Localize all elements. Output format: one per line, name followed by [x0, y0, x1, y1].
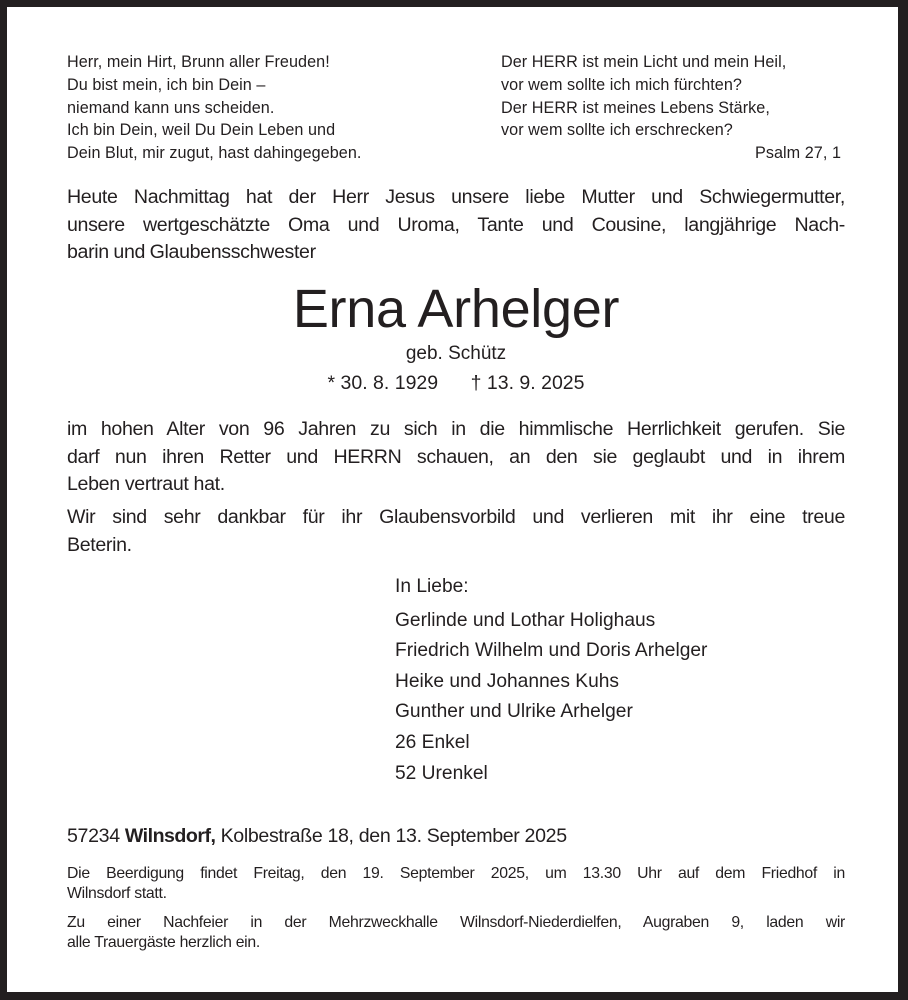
body-line: Leben vertraut hat. — [67, 473, 225, 495]
body-line: Beterin. — [67, 533, 132, 556]
body-line: darf nun ihren Retter und HERRN schauen, an den sie geglaubt und in ihrem — [67, 445, 845, 468]
town: Wilnsdorf, — [124, 825, 216, 847]
reception-note — [67, 913, 845, 953]
verse-left-line: Herr, mein Hirt, Brunn aller Freuden! — [67, 53, 330, 71]
verse-right-line: Der HERR ist meines Lebens Stärke, — [501, 98, 770, 117]
verse-reference: Psalm 27, 1 — [754, 144, 841, 163]
maiden-name: geb. Schütz — [405, 343, 507, 364]
death-date: † 13. 9. 2025 — [470, 372, 585, 394]
verse-left-line: Dein Blut, mir zugut, hast dahingegeben. — [67, 144, 362, 163]
body-line: im hohen Alter von 96 Jahren zu sich in die himmlische Herrlichkeit gerufen. Sie — [67, 418, 845, 440]
intro-line: barin und Glaubensschwester — [67, 241, 316, 264]
address-and-date: Kolbestraße 18, den 13. September 2025 — [220, 825, 567, 847]
postal-code: 57234 — [67, 825, 120, 847]
verse-right-line: Der HERR ist mein Licht und mein Heil, — [501, 53, 787, 71]
verse-right-line: vor wem sollte ich mich fürchten? — [501, 75, 742, 94]
body-paragraph-1 — [67, 416, 845, 499]
family-heading: In Liebe: — [395, 576, 469, 597]
intro-line: unsere wertgeschätzte Oma und Uroma, Tante und Cousine, langjährige Nach- — [67, 213, 845, 236]
family-member: Gerlinde und Lothar Holighaus — [395, 609, 656, 631]
note-line: Zu einer Nachfeier in der Mehrzweckhalle Wilnsdorf-Niederdielfen, Augraben 9, laden wir — [67, 914, 845, 931]
note-line: Die Beerdigung findet Freitag, den 19. September 2025, um 13.30 Uhr auf dem Friedhof in — [67, 865, 845, 882]
family-member: Friedrich Wilhelm und Doris Arhelger — [395, 640, 708, 662]
family-member: Heike und Johannes Kuhs — [395, 670, 620, 692]
deceased-name: Erna Arhelger — [292, 279, 620, 339]
body-paragraph-2 — [67, 504, 845, 559]
obituary-frame — [7, 7, 898, 992]
life-dates — [7, 370, 905, 396]
verse-left-line: Ich bin Dein, weil Du Dein Leben und — [67, 121, 336, 140]
verse-right-line: vor wem sollte ich erschrecken? — [501, 121, 733, 140]
family-member: 52 Urenkel — [395, 762, 488, 784]
verse-right — [501, 51, 841, 165]
verse-left-line: niemand kann uns scheiden. — [67, 98, 275, 117]
place-and-date — [67, 823, 567, 849]
intro-paragraph — [67, 184, 845, 267]
birth-date: * 30. 8. 1929 — [327, 372, 439, 394]
family-list — [395, 572, 707, 789]
funeral-note — [67, 864, 845, 904]
family-member: Gunther und Ulrike Arhelger — [395, 701, 633, 723]
note-line: Wilnsdorf statt. — [67, 884, 167, 902]
family-member: 26 Enkel — [395, 731, 470, 753]
body-line: Wir sind sehr dankbar für ihr Glaubensvorbild und verlieren mit ihr eine treue — [67, 506, 845, 528]
note-line: alle Trauergäste herzlich ein. — [67, 933, 260, 951]
verse-left — [67, 51, 361, 165]
verse-left-line: Du bist mein, ich bin Dein – — [67, 75, 266, 94]
intro-line: Heute Nachmittag hat der Herr Jesus unsere liebe Mutter und Schwiegermutter, — [67, 186, 845, 208]
